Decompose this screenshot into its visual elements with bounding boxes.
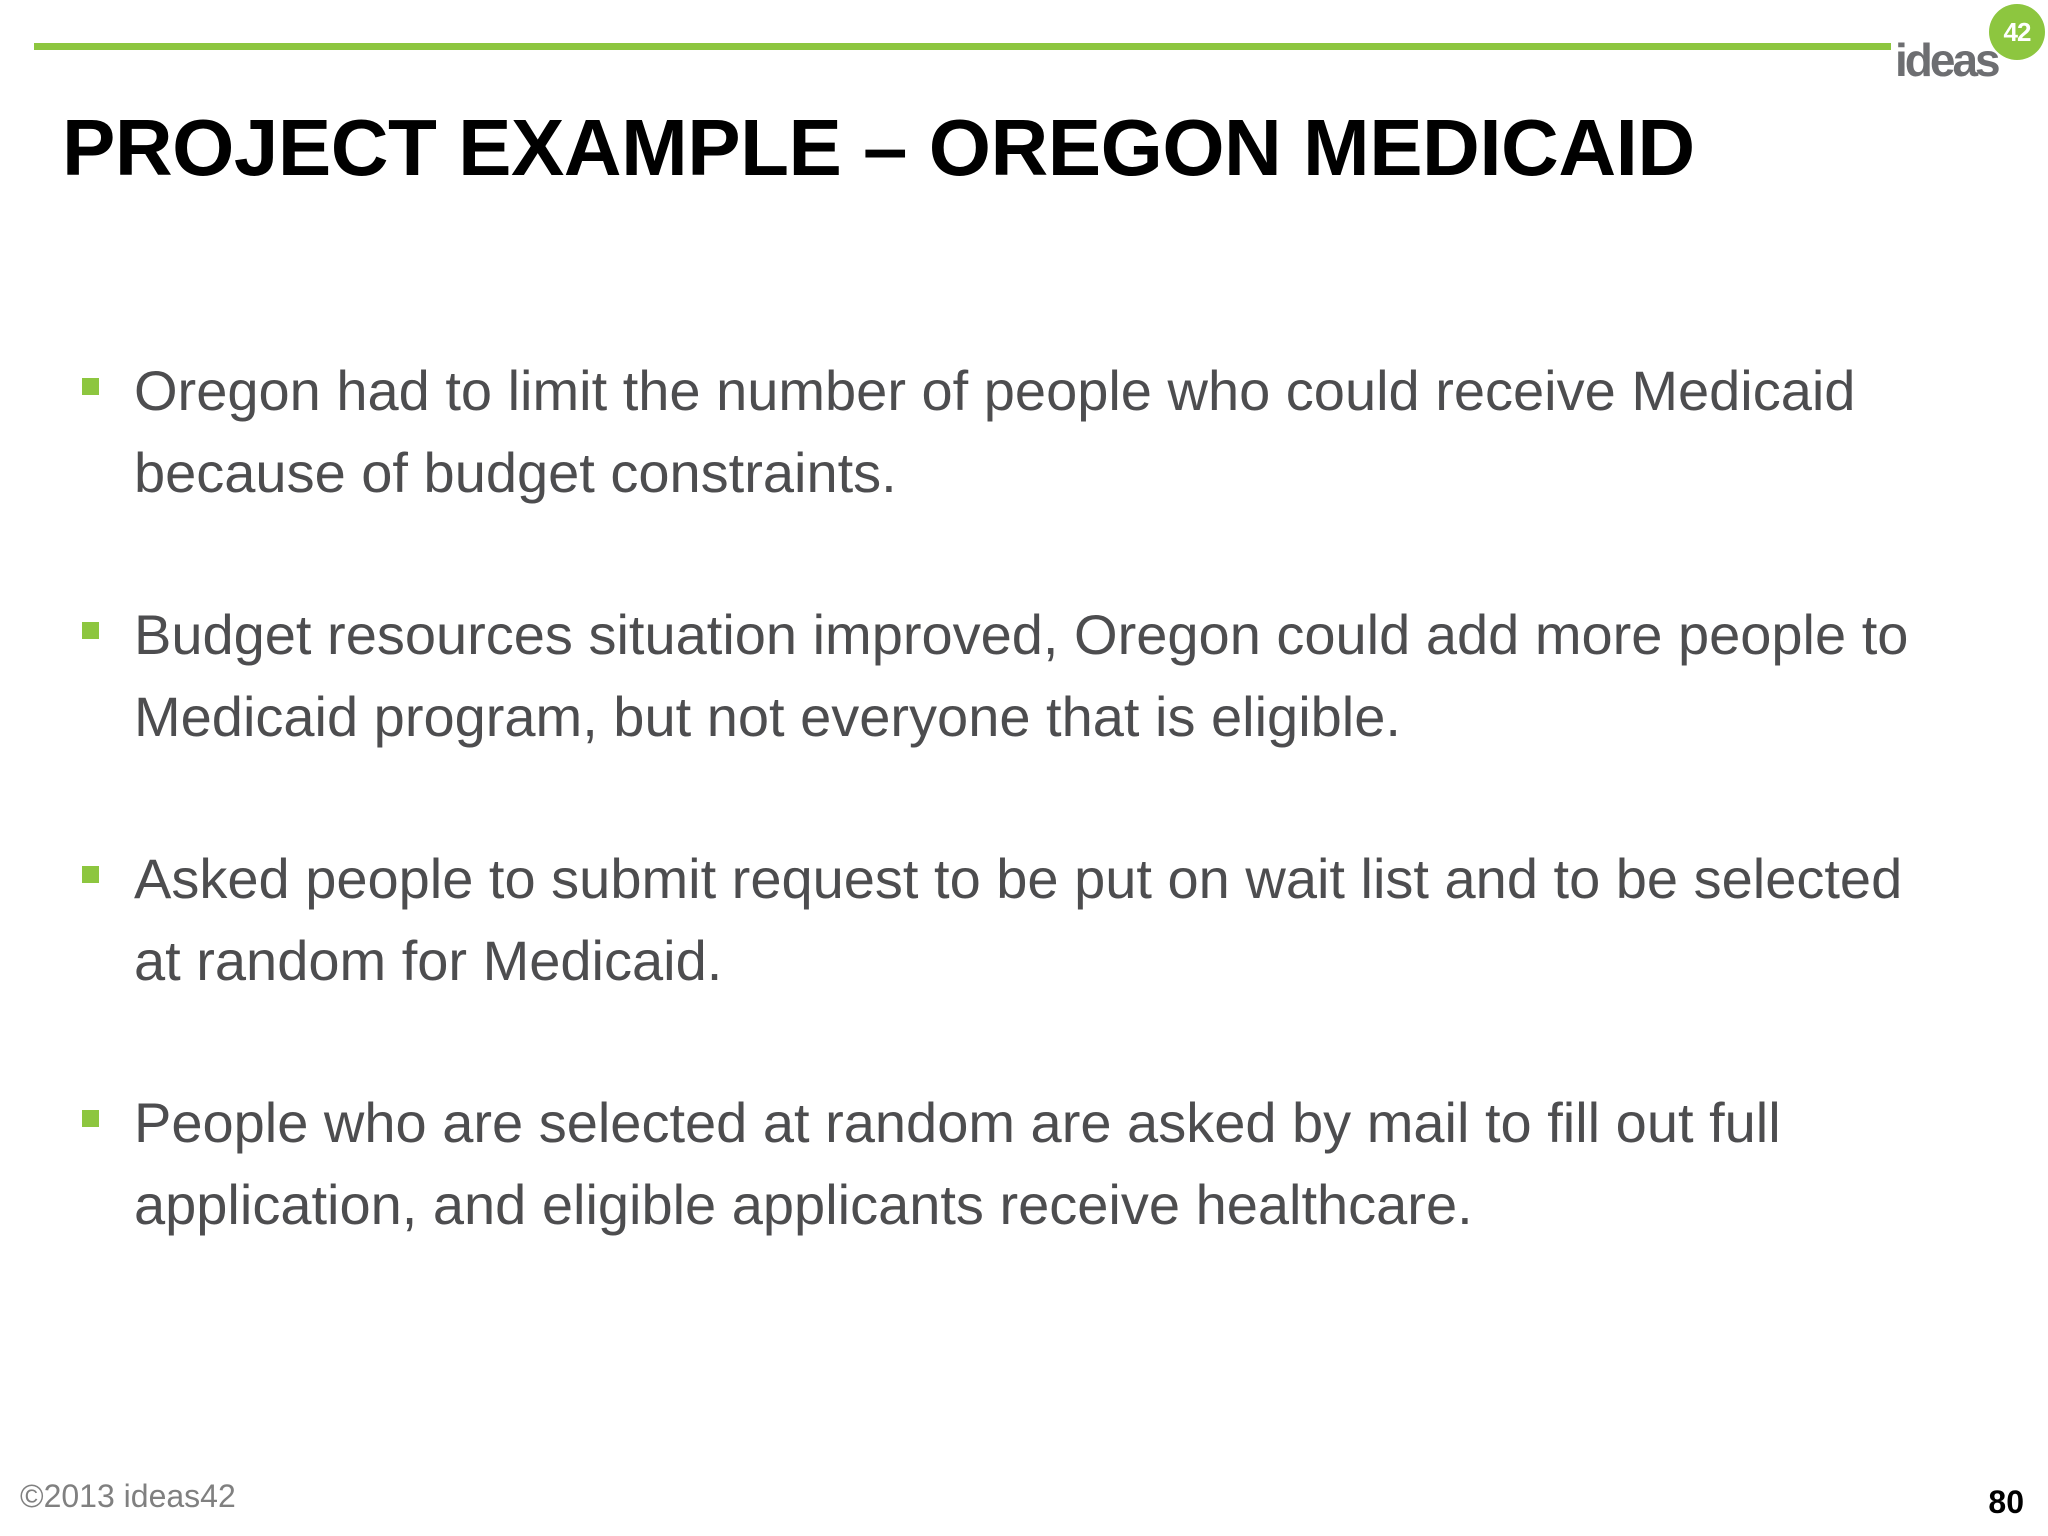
square-bullet-icon [82, 1110, 99, 1127]
header-rule [34, 43, 1891, 50]
bullet-text: People who are selected at random are asked by mail to fill out full application, and eligible applicants receive healthcare. [134, 1091, 1781, 1236]
ideas42-logo [1895, 4, 2045, 86]
bullet-text: Budget resources situation improved, Oregon could add more people to Medicaid program, but not everyone that is eligible. [134, 603, 1909, 748]
square-bullet-icon [82, 866, 99, 883]
page-number: 80 [1988, 1484, 2024, 1520]
logo-badge: 42 [1989, 4, 2045, 60]
copyright-notice: ©2013 ideas42 [20, 1478, 236, 1514]
logo-wordmark: ideas [1895, 34, 1998, 86]
bullet-item [82, 1082, 1954, 1246]
slide-title: PROJECT EXAMPLE – OREGON MEDICAID [62, 103, 1695, 192]
bullet-text: Asked people to submit request to be put on wait list and to be selected at random for Medicaid. [134, 847, 1903, 992]
bullet-list [82, 350, 1962, 1326]
bullet-item [82, 838, 1954, 1002]
square-bullet-icon [82, 378, 99, 395]
bullet-item [82, 350, 1954, 514]
bullet-text: Oregon had to limit the number of people who could receive Medicaid because of budget constraints. [134, 359, 1856, 504]
square-bullet-icon [82, 622, 99, 639]
bullet-item [82, 594, 1954, 758]
